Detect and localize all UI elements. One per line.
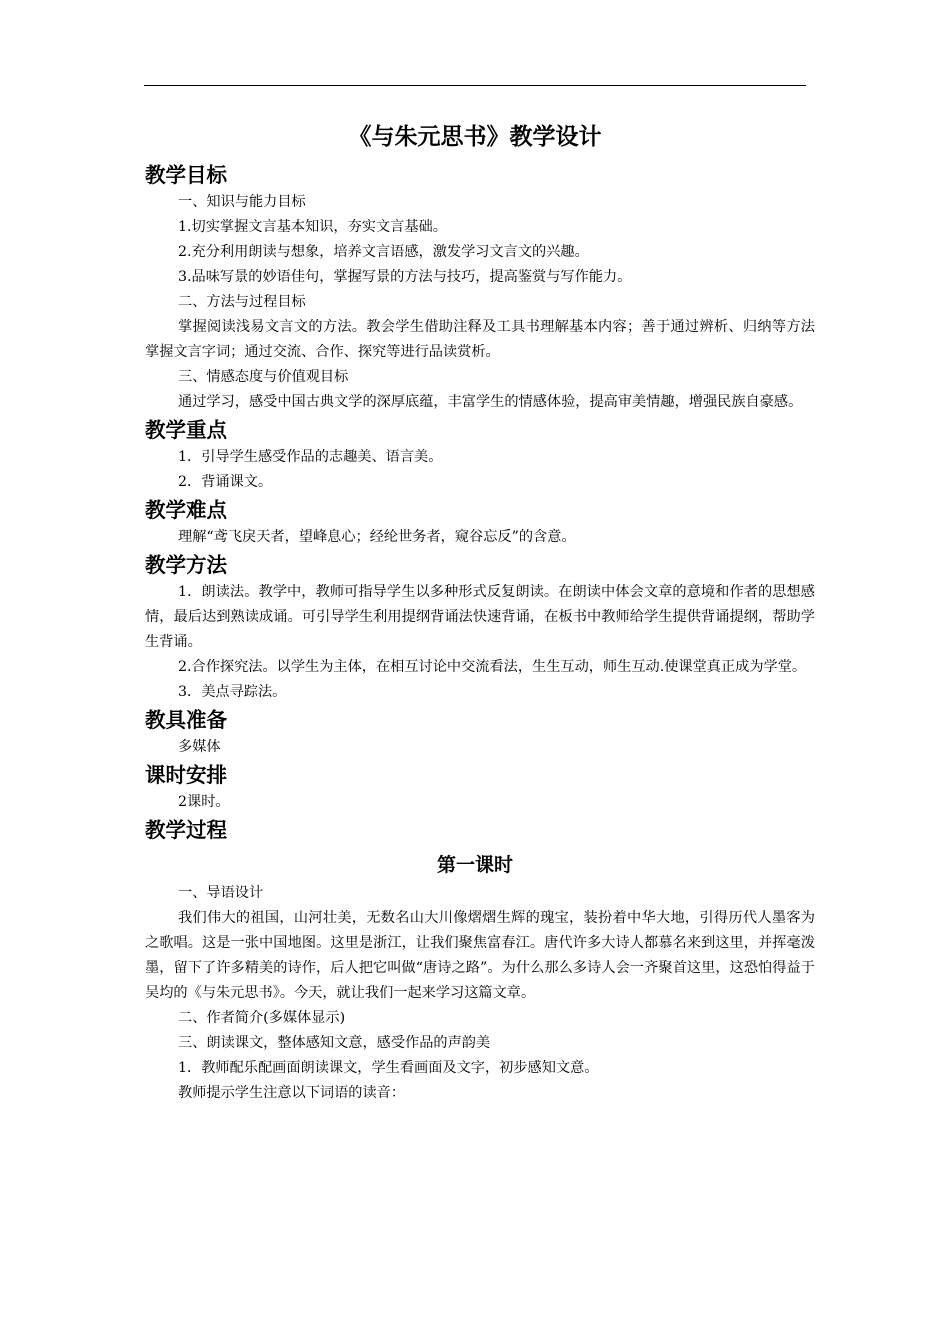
section-heading-goals: 教学目标: [145, 163, 227, 187]
goals-paragraph: 3.品味写景的妙语佳句，掌握写景的方法与技巧，提高鉴赏与写作能力。: [178, 269, 632, 285]
document-page: [145, 118, 815, 1106]
goals-paragraph: 掌握阅读浅易文言文的方法。教会学生借助注释及工具书理解基本内容；善于通过辨析、归纳等方法掌握文言字词；通过交流、合作、探究等进行品读赏析。: [145, 319, 815, 360]
difficulties-paragraph: 理解“鸢飞戾天者，望峰息心；经纶世务者，窥谷忘反”的含意。: [178, 529, 576, 545]
methods-paragraph: 2.合作探究法。以学生为主体，在相互讨论中交流看法，生生互动，师生互动.使课堂真正成为学堂。: [178, 659, 807, 675]
methods-paragraph: 3．美点寻踪法。: [178, 684, 287, 700]
section-heading-process: 教学过程: [145, 818, 227, 842]
header-rule: [144, 85, 806, 86]
process-paragraph: 教师提示学生注意以下词语的读音：: [178, 1085, 406, 1101]
methods-paragraph: 1．朗读法。教学中，教师可指导学生以多种形式反复朗读。在朗读中体会文章的意境和作者的思想感情，最后达到熟读成诵。可引导学生利用提纲背诵法快速背诵，在板书中教师给学生提供背诵提纲，帮助学生背诵。: [145, 584, 815, 650]
process-paragraph: 二、作者简介(多媒体显示): [178, 1010, 346, 1026]
section-heading-key-points: 教学重点: [145, 418, 227, 442]
section-heading-methods: 教学方法: [145, 553, 227, 577]
goals-paragraph: 2.充分利用朗读与想象，培养文言语感，激发学习文言文的兴趣。: [178, 244, 589, 260]
schedule-paragraph: 2课时。: [178, 794, 230, 810]
tools-paragraph: 多媒体: [178, 739, 221, 755]
process-paragraph: 我们伟大的祖国，山河壮美，无数名山大川像熠熠生辉的瑰宝，装扮着中华大地，引得历代人墨客为之歌唱。这是一张中国地图。这里是浙江，让我们聚焦富春江。唐代许多大诗人都慕名来到这里，并挥毫泼墨，留下了许多精美的诗作，后人把它叫做“唐诗之路”。为什么那么多诗人会一齐聚首这里，这恐怕得益于吴均的《与朱元思书》。今天，就让我们一起来学习这篇文章。: [145, 910, 815, 1001]
section-heading-schedule: 课时安排: [145, 763, 227, 787]
goals-paragraph: 通过学习，感受中国古典文学的深厚底蕴，丰富学生的情感体验，提高审美情趣，增强民族自豪感。: [178, 394, 803, 410]
goals-paragraph: 一、知识与能力目标: [178, 194, 306, 210]
section-heading-tools: 教具准备: [145, 708, 227, 732]
goals-paragraph: 三、情感态度与价值观目标: [178, 369, 349, 385]
process-paragraph: 1．教师配乐配画面朗读课文，学生看画面及文字，初步感知文意。: [178, 1060, 599, 1076]
goals-paragraph: 二、方法与过程目标: [178, 294, 306, 310]
key-points-paragraph: 1．引导学生感受作品的志趣美、语言美。: [178, 449, 443, 465]
process-paragraph: 一、导语设计: [178, 885, 264, 901]
section-heading-difficulties: 教学难点: [145, 498, 227, 522]
key-points-paragraph: 2．背诵课文。: [178, 474, 273, 490]
document-title: 《与朱元思书》教学设计: [348, 124, 602, 150]
goals-paragraph: 1.切实掌握文言基本知识，夯实文言基础。: [178, 219, 447, 235]
process-paragraph: 三、朗读课文，整体感知文意，感受作品的声韵美: [178, 1035, 491, 1051]
lesson-subtitle: 第一课时: [436, 854, 513, 876]
